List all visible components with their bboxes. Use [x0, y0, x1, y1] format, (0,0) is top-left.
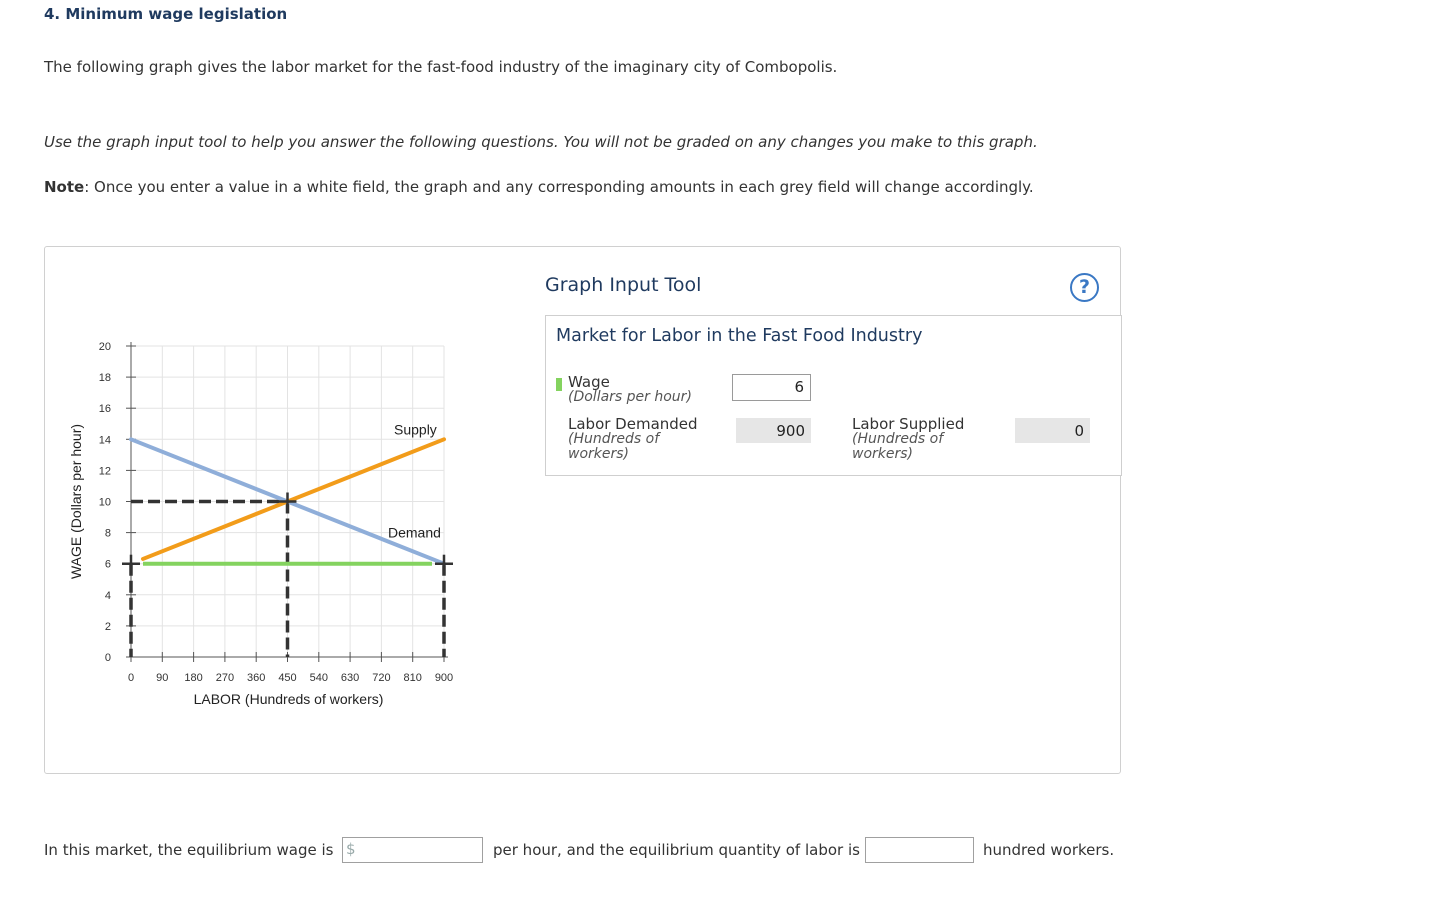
y-tick-label: 8	[104, 527, 111, 540]
question-prefix: In this market, the equilibrium wage is	[44, 841, 334, 859]
x-tick-label: 450	[278, 672, 297, 684]
y-tick-label: 14	[98, 434, 111, 447]
note-text	[44, 178, 1034, 196]
intro-text: The following graph gives the labor market for the fast-food industry of the imaginary city of Combopolis.	[44, 58, 838, 76]
labor-market-chart[interactable]	[45, 247, 545, 774]
x-tick-label: 900	[434, 672, 454, 684]
equilibrium-point-handle[interactable]	[279, 493, 297, 511]
instructions-text: Use the graph input tool to help you answer the following questions. You will not be graded on any changes you make to this graph.	[44, 133, 1038, 151]
x-tick-label: 630	[340, 672, 360, 684]
demand-curve-label: Demand	[388, 524, 441, 541]
y-tick-label: 12	[98, 465, 111, 478]
wage-label-text: Wage	[568, 373, 610, 391]
wage-unit-text: (Dollars per hour)	[568, 389, 692, 405]
x-tick-label: 540	[309, 672, 328, 684]
dollar-sign: $	[346, 840, 356, 858]
wage-line-left-handle[interactable]	[122, 555, 140, 573]
note-label: Note	[44, 178, 85, 196]
x-tick-label: 270	[215, 672, 235, 684]
supply-curve	[143, 439, 444, 559]
y-tick-label: 0	[104, 652, 111, 664]
labor-demanded-label-text: Labor Demanded	[568, 415, 698, 433]
graph-input-tool-title: Graph Input Tool	[545, 274, 702, 296]
graph-input-tool-box	[545, 315, 1122, 476]
wage-label	[568, 375, 692, 405]
tick-labels	[99, 341, 453, 684]
note-body: : Once you enter a value in a white field, the graph and any corresponding amounts in each grey field will change accordingly.	[84, 178, 1034, 196]
y-tick-label: 4	[104, 589, 111, 602]
question-middle: per hour, and the equilibrium quantity of labor is	[493, 841, 860, 859]
x-tick-label: 360	[247, 672, 266, 684]
wage-line-right-handle[interactable]	[435, 555, 453, 573]
supply-curve-label: Supply	[394, 421, 437, 438]
labor-supplied-value: 0	[1015, 418, 1090, 443]
x-tick-label: 0	[127, 672, 135, 684]
y-tick-label: 6	[104, 558, 111, 571]
x-tick-label: 720	[372, 672, 391, 684]
labor-supplied-unit-text: (Hundreds of workers)	[852, 431, 944, 462]
question-suffix: hundred workers.	[983, 841, 1115, 859]
y-tick-label: 2	[104, 620, 111, 633]
market-subtitle: Market for Labor in the Fast Food Industry	[556, 326, 923, 346]
x-axis-label: LABOR (Hundreds of workers)	[193, 691, 384, 707]
labor-supplied-label-text: Labor Supplied	[852, 415, 965, 433]
wage-input[interactable]: 6	[732, 374, 811, 401]
labor-demanded-label	[568, 417, 718, 462]
y-axis-label: WAGE (Dollars per hour)	[68, 423, 84, 580]
y-tick-label: 20	[98, 341, 111, 353]
y-tick-label: 10	[98, 496, 111, 509]
equilibrium-wage-input[interactable]	[342, 837, 483, 863]
labor-demanded-unit-text: (Hundreds of workers)	[568, 431, 660, 462]
graph-panel	[44, 246, 1121, 774]
y-tick-label: 18	[98, 372, 111, 385]
y-tick-label: 16	[98, 403, 111, 416]
equilibrium-quantity-input[interactable]	[865, 837, 974, 863]
labor-supplied-label	[852, 417, 1002, 462]
labor-demanded-value: 900	[736, 418, 811, 443]
wage-color-swatch	[556, 378, 562, 391]
section-title: 4. Minimum wage legislation	[44, 5, 288, 23]
x-tick-label: 180	[184, 672, 203, 684]
help-button[interactable]: ?	[1070, 273, 1099, 302]
x-tick-label: 90	[156, 672, 169, 684]
x-tick-label: 810	[403, 672, 422, 684]
